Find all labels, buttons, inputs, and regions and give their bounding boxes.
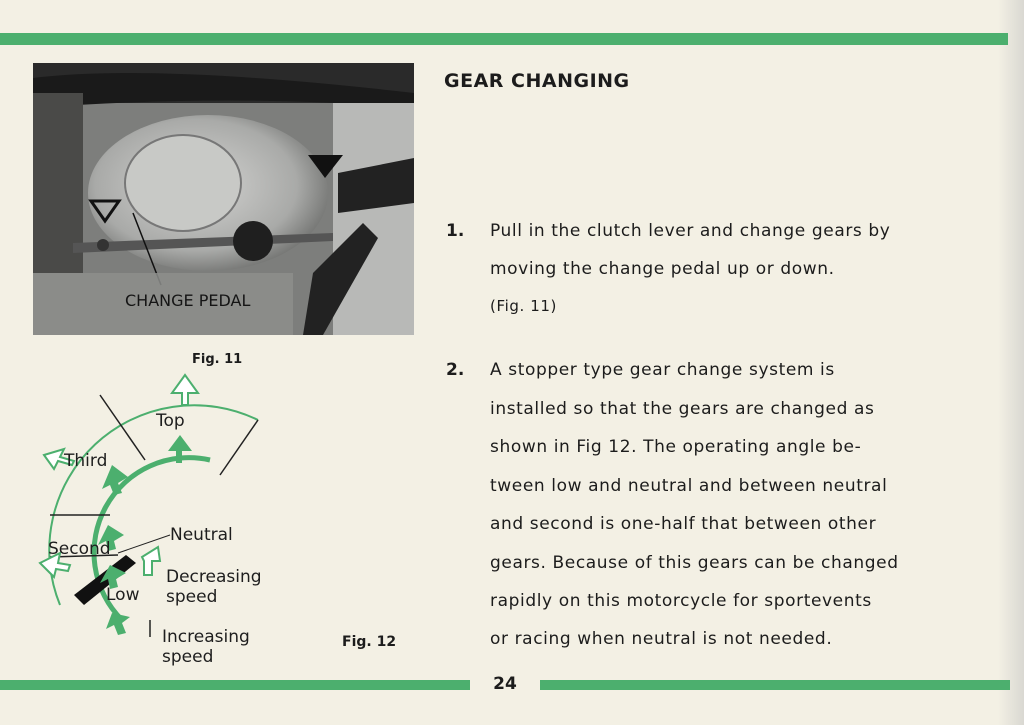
step-1-line-3: (Fig. 11) (490, 297, 557, 315)
step-2-line-8: or racing when neutral is not needed. (490, 629, 833, 649)
step-1-line-2: moving the change pedal up or down. (490, 259, 835, 279)
gear-shift-diagram (30, 365, 270, 667)
step-1-line-1-text: Pull in the clutch lever and change gears by (490, 221, 891, 241)
gear-label-top: Top (156, 411, 185, 431)
step-1-number: 1. (446, 221, 465, 241)
step-2-line-2: installed so that the gears are changed as (490, 399, 875, 419)
page-number: 24 (493, 674, 517, 694)
page-title: GEAR CHANGING (444, 70, 630, 92)
page-edge-shadow (998, 0, 1024, 725)
legend-increasing-speed: Increasing speed (162, 627, 250, 667)
engine-photo (33, 63, 414, 335)
bottom-green-rule-right (540, 680, 1010, 690)
gear-label-third: Third (64, 451, 108, 471)
step-2-line-6: gears. Because of this gears can be changed (490, 553, 899, 573)
change-pedal-label: CHANGE PEDAL (125, 291, 251, 310)
step-2-number: 2. (446, 360, 465, 380)
low-arrow-green (106, 613, 130, 635)
right-divider (220, 420, 258, 475)
step-2-line-7: rapidly on this motorcycle for sportevents (490, 591, 872, 611)
step-2-line-3: shown in Fig 12. The operating angle be- (490, 437, 862, 457)
step-2-line-1: A stopper type gear change system is (490, 360, 835, 380)
top-green-rule (0, 33, 1008, 45)
figure-11-caption: Fig. 11 (192, 352, 243, 367)
gear-label-low: Low (106, 585, 140, 605)
figure-12-caption: Fig. 12 (342, 634, 397, 650)
gear-label-second: Second (48, 539, 111, 559)
step-1-line-1 (490, 221, 936, 241)
step-2-line-5: and second is one-half that between other (490, 514, 877, 534)
gear-label-neutral: Neutral (170, 525, 233, 545)
legend-decreasing-speed: Decreasing speed (166, 567, 262, 607)
neutral-pointer (118, 535, 170, 553)
neutral-arrow (142, 547, 160, 575)
step-2-line-4: tween low and neutral and between neutral (490, 476, 888, 496)
bottom-green-rule-left (0, 680, 470, 690)
top-arrow (172, 375, 198, 405)
